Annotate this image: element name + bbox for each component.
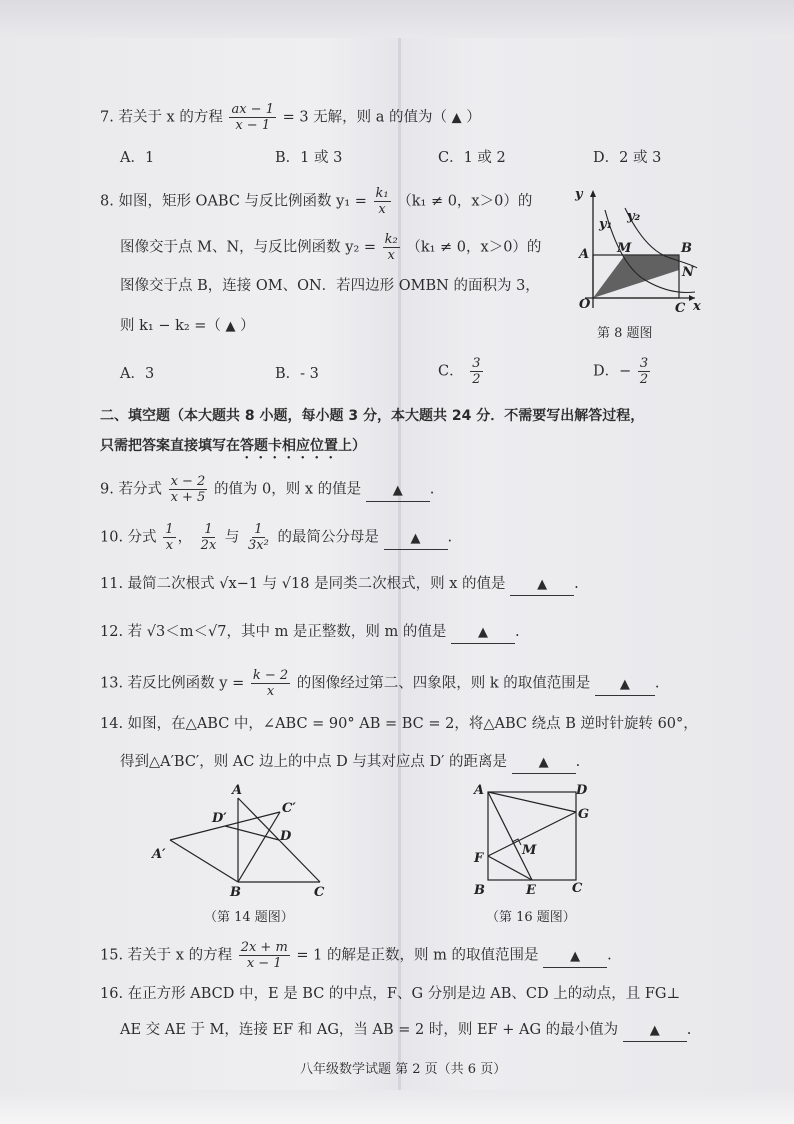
answer-mark: ▲ (649, 1023, 660, 1038)
figure-16 (466, 780, 596, 900)
denominator: x + 5 (170, 490, 206, 505)
y-axis-arrow (590, 190, 596, 197)
label-d: D (576, 783, 588, 798)
answer-mark: ▲ (392, 482, 403, 498)
figure-14-caption: （第 14 题图） (204, 910, 294, 925)
label-y1: y₁ (599, 217, 613, 232)
q7-option-d: D．2 或 3 (593, 150, 662, 166)
question-text: 的最简公分母是 (277, 529, 379, 546)
question-number: 13. (100, 675, 124, 692)
question-text: ） (466, 109, 481, 126)
answer-mark: ▲ (451, 110, 462, 126)
label-y: y (575, 187, 583, 202)
q8-option-a: A．3 (120, 366, 155, 382)
denominator: 3x² (248, 538, 269, 553)
answer-mark: ▲ (537, 577, 548, 592)
fraction (239, 940, 290, 971)
question-number: 8. (100, 193, 114, 210)
label-m: M (617, 241, 632, 256)
period: . (686, 1022, 692, 1038)
label-x: x (693, 299, 701, 314)
numerator: 1 (254, 522, 263, 537)
answer-blank (451, 623, 515, 644)
denominator: 2 (472, 372, 481, 387)
section-text: 只需把答案直接填写在 (100, 438, 240, 454)
question-text: （k₁ ≠ 0，x＞0）的 (406, 239, 542, 256)
question-11 (100, 574, 579, 596)
denominator: 2 (639, 372, 649, 387)
question-text: 若 √3＜m＜√7，其中 m 是正整数，则 m 的值是 (127, 624, 447, 640)
label-c: C (572, 881, 583, 896)
question-16-line-1 (100, 984, 680, 1004)
quad-ombn (593, 255, 679, 298)
question-number: 7. (100, 109, 114, 126)
option-label: C． (438, 363, 464, 380)
numerator: 3 (472, 356, 481, 371)
label-a: A (474, 783, 485, 798)
question-14-line-1 (100, 714, 698, 734)
square-abcd (488, 792, 576, 880)
period: . (575, 754, 581, 770)
period: . (574, 576, 579, 592)
numerator: k₁ (375, 186, 389, 201)
answer-mark: ▲ (538, 755, 549, 770)
label-c: C (675, 301, 686, 316)
period: . (607, 947, 612, 964)
question-text: 的值为 0，则 x 的值是 (213, 481, 362, 498)
label-b: B (230, 885, 241, 900)
label-b: B (474, 883, 485, 898)
fraction (374, 186, 391, 217)
figure-8 (565, 180, 705, 320)
question-8-line-4 (120, 316, 255, 337)
fraction (163, 522, 175, 553)
period: . (447, 529, 453, 546)
denominator: x (378, 202, 386, 217)
question-text: 若关于 x 的方程 (127, 947, 233, 964)
numerator: k − 2 (252, 668, 289, 683)
segment-a1b (170, 840, 238, 882)
section-2-title: 二、填空题（本大题共 8 小题，每小题 3 分，本大题共 24 分．不需要写出解答过程， (100, 408, 645, 424)
label-m: M (522, 843, 537, 858)
label-y2: y₂ (627, 209, 641, 224)
question-number: 9. (100, 481, 114, 498)
numerator: k₂ (384, 232, 398, 247)
question-text: AE 交 AE 于 M，连接 EF 和 AG，当 AB = 2 时，则 EF + AG 的最小值为 (120, 1022, 619, 1038)
page-footer: 八年级数学试题 第 2 页（共 6 页） (300, 1062, 507, 1077)
bottom-shadow (0, 1090, 794, 1124)
separator: ， (177, 529, 193, 546)
question-number: 16. (100, 986, 124, 1002)
question-text: = 3 无解，则 a 的值为（ (282, 109, 448, 126)
figure-16-caption: （第 16 题图） (486, 910, 576, 925)
answer-blank (512, 753, 576, 774)
answer-blank (595, 675, 655, 696)
figure-8-caption: 第 8 题图 (597, 326, 653, 341)
segment-bc1 (238, 812, 280, 882)
question-text: 若关于 x 的方程 (118, 109, 223, 126)
fraction (638, 356, 650, 387)
option-label: D．− (593, 363, 632, 380)
question-number: 12. (100, 624, 124, 640)
label-n: N (682, 265, 694, 280)
question-14-line-2 (120, 752, 580, 774)
q7-option-c: C．1 或 2 (438, 150, 506, 166)
question-text: 如图，矩形 OABC 与反比例函数 y₁ = (118, 193, 367, 210)
label-c: C (314, 885, 325, 900)
numerator: 1 (165, 522, 174, 537)
question-number: 11. (100, 576, 124, 592)
question-text: 若反比例函数 y = (127, 675, 245, 692)
fraction (229, 102, 276, 133)
label-a: A (579, 247, 590, 262)
fraction (199, 522, 219, 553)
numerator: 2x + m (240, 940, 288, 955)
question-text: = 1 的解是正数，则 m 的取值范围是 (296, 947, 539, 964)
question-text: 若分式 (118, 481, 162, 498)
segment-ae (488, 792, 532, 880)
q8-option-c (438, 356, 485, 387)
question-12 (100, 622, 520, 644)
fraction (383, 232, 400, 263)
top-shadow (0, 0, 794, 38)
question-7 (100, 102, 481, 133)
label-d: D (280, 829, 292, 844)
label-a1: A′ (152, 847, 166, 862)
label-d1: D′ (212, 811, 227, 826)
question-text: 如图，在△ABC 中，∠ABC = 90° AB = BC = 2，将△ABC 绕点 B 逆时针旋转 60°， (127, 716, 698, 732)
denominator: x − 1 (235, 118, 271, 133)
segment-ag (488, 792, 576, 812)
question-text: 分式 (127, 529, 157, 546)
answer-mark: ▲ (619, 676, 630, 692)
q8-option-d (593, 356, 652, 387)
answer-mark: ▲ (410, 530, 421, 546)
separator: 与 (224, 529, 240, 546)
question-number: 10. (100, 529, 124, 546)
numerator: x − 2 (170, 474, 206, 489)
denominator: 2x (200, 538, 217, 553)
answer-mark: ▲ (225, 319, 236, 334)
numerator: ax − 1 (231, 102, 274, 117)
question-text: 得到△A′BC′，则 AC 边上的中点 D 与其对应点 D′ 的距离是 (120, 754, 507, 770)
question-number: 14. (100, 716, 124, 732)
numerator: 3 (639, 356, 649, 371)
denominator: x (266, 684, 275, 699)
label-f: F (474, 851, 484, 866)
section-2-subtitle (100, 436, 366, 462)
denominator: x (165, 538, 174, 553)
answer-blank (510, 575, 574, 596)
question-8-line-1 (100, 186, 532, 217)
q7-option-a: A．1 (120, 150, 155, 166)
question-8-line-3: 图像交于点 B，连接 OM、ON．若四边形 OMBN 的面积为 3， (120, 278, 540, 294)
label-c1: C′ (282, 801, 296, 816)
denominator: x (387, 248, 395, 263)
question-text: 的图像经过第二、四象限，则 k 的取值范围是 (296, 675, 591, 692)
question-text: 在正方形 ABCD 中，E 是 BC 的中点，F、G 分别是边 AB、CD 上的动点，且 FG⊥ (127, 986, 681, 1002)
q7-option-b: B．1 或 3 (275, 150, 343, 166)
fraction (246, 522, 271, 553)
answer-blank (623, 1021, 687, 1042)
question-9 (100, 474, 434, 505)
answer-blank (384, 529, 448, 550)
question-8-line-2 (120, 232, 541, 263)
question-text: 最简二次根式 √x−1 与 √18 是同类二次根式，则 x 的值是 (127, 576, 506, 592)
answer-mark: ▲ (478, 625, 489, 640)
fraction (169, 474, 208, 505)
q8-option-b: B．- 3 (275, 366, 319, 382)
question-15 (100, 940, 612, 971)
question-10 (100, 522, 452, 553)
period: . (515, 624, 520, 640)
answer-mark: ▲ (570, 948, 581, 964)
label-g: G (578, 807, 590, 822)
period: . (654, 675, 660, 692)
fraction (470, 356, 482, 387)
question-text: ） (240, 318, 255, 334)
section-text-emphasis: 答题卡相应位置 (240, 438, 338, 454)
label-o: O (579, 297, 591, 312)
label-e: E (526, 883, 536, 898)
figure-14 (150, 782, 330, 902)
fraction (251, 668, 290, 699)
denominator: x − 1 (246, 956, 282, 971)
section-text: 上） (338, 438, 366, 454)
question-13 (100, 668, 660, 699)
label-b: B (681, 241, 692, 256)
answer-blank (366, 481, 430, 502)
numerator: 1 (204, 522, 213, 537)
period: . (429, 481, 435, 498)
label-a: A (232, 783, 243, 798)
question-text: 则 k₁ − k₂ =（ (120, 318, 221, 334)
question-16-line-2 (120, 1020, 691, 1042)
question-text: （k₁ ≠ 0，x＞0）的 (397, 193, 533, 210)
answer-blank (543, 947, 607, 968)
question-text: 图像交于点 M、N，与反比例函数 y₂ = (120, 239, 377, 256)
question-number: 15. (100, 947, 124, 964)
